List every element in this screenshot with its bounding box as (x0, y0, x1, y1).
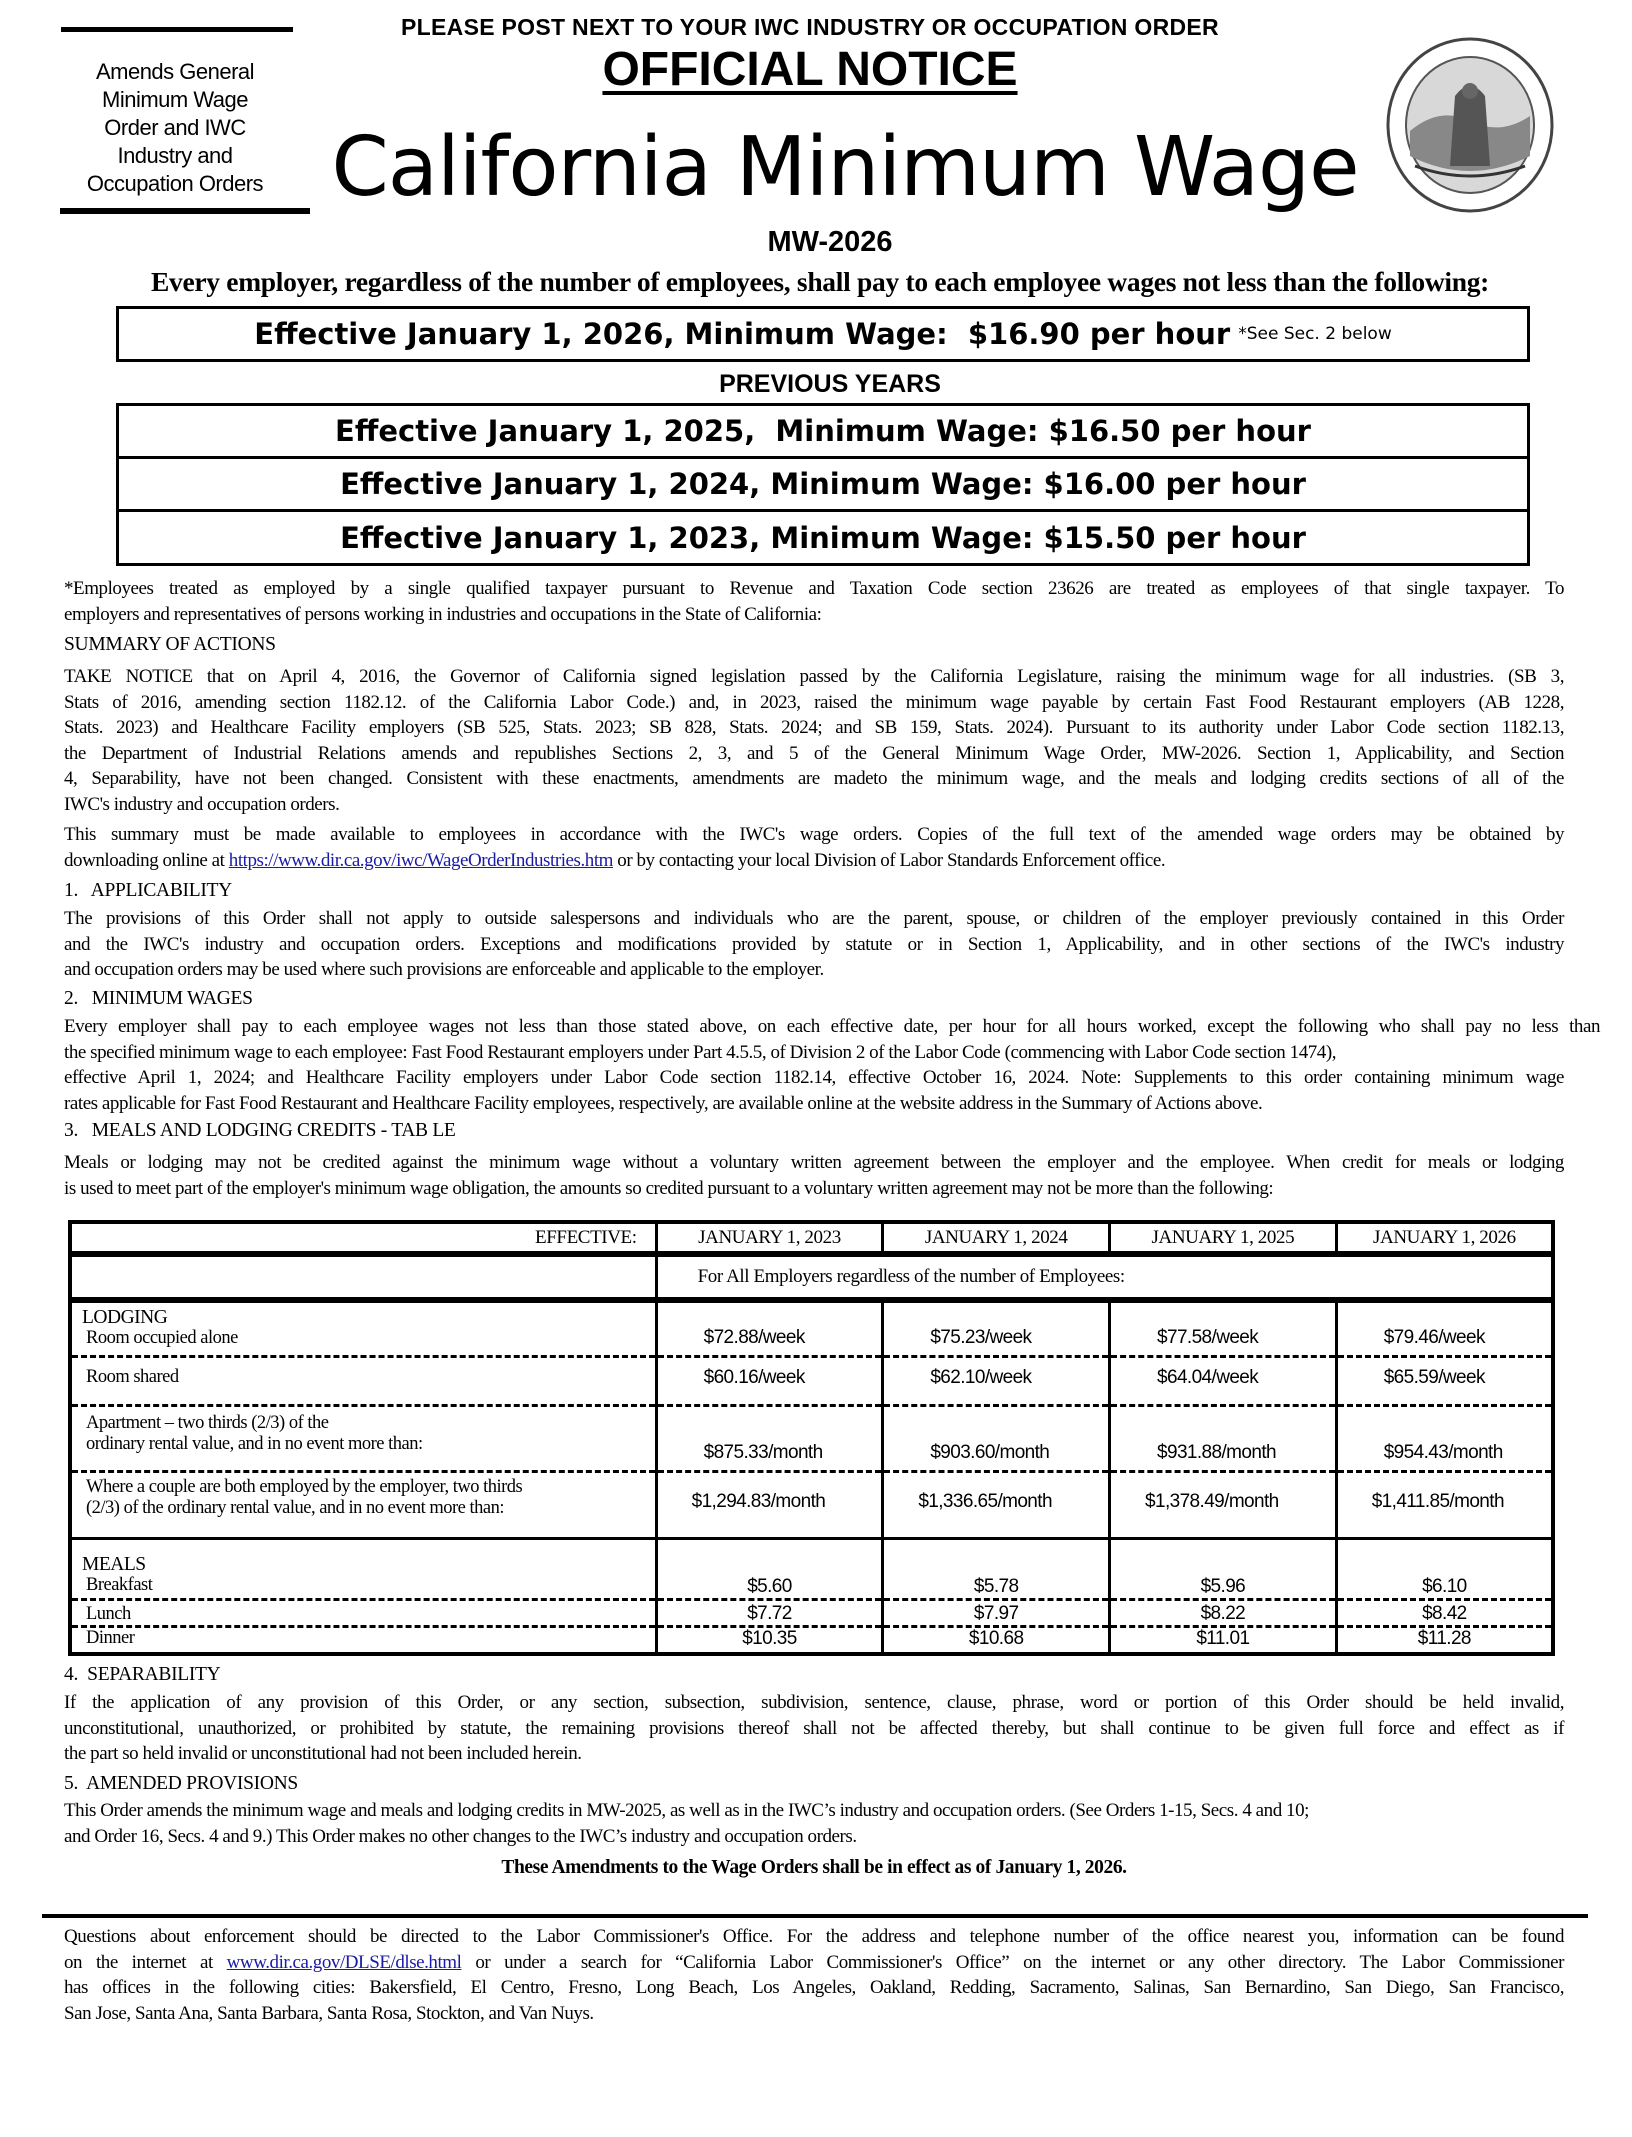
table-cell: $65.59/week (1336, 1356, 1553, 1405)
text-line: has offices in the following cities: Bakersfield, El Centro, Fresno, Long Beach, Los Angeles, Oakland, Redding, Sacramento, Salinas, San Bernardino, San Diego, San Francisco, (64, 1977, 1564, 1998)
table-cell: $10.35 (656, 1626, 883, 1654)
left-top-rule (61, 27, 293, 32)
text-line: and the IWC's industry and occupation orders. Exceptions and modifications provided by statute or in Section 1, Applicability, and in other sections of the IWC's industry (64, 933, 1564, 955)
column-header: JANUARY 1, 2025 (1110, 1222, 1337, 1254)
row-label (70, 1300, 656, 1356)
label-line: Where a couple are both employed by the employer, two thirds (86, 1476, 523, 1497)
post-notice: PLEASE POST NEXT TO YOUR IWC INDUSTRY OR OCCUPATION ORDER (401, 14, 1219, 40)
text-line: This summary must be made available to employees in accordance with the IWC's wage orders. Copies of the full text of the amended wage orders may be obtained by (64, 824, 1564, 845)
table-cell: $875.33/month (656, 1405, 883, 1471)
text-span: or under a search for “California Labor Commissioner's Office” on the internet or any other directory. The Labor Commissioner (461, 1951, 1565, 1973)
effective-statement: These Amendments to the Wage Orders shall be in effect as of January 1, 2026. (501, 1857, 1127, 1878)
column-header: JANUARY 1, 2023 (656, 1222, 883, 1254)
amends-line: Occupation Orders (86, 171, 264, 196)
previous-years-heading: PREVIOUS YEARS (719, 370, 941, 398)
section-3-text (64, 1150, 1564, 1201)
table-cell: $954.43/month (1336, 1405, 1553, 1471)
table-cell: $60.16/week (656, 1356, 883, 1405)
current-wage-text: Effective January 1, 2026, Minimum Wage: $16.90 per hour (254, 317, 1231, 351)
wage-orders-link[interactable]: https://www.dir.ca.gov/iwc/WageOrderIndustries.htm (228, 849, 613, 871)
table-subheader-row (70, 1254, 1553, 1300)
text-line: The provisions of this Order shall not apply to outside salespersons and individuals who are the parent, spouse, or children of the employer previously contained in this Order (64, 908, 1564, 929)
table-cell: $8.22 (1110, 1599, 1337, 1626)
room-alone-label: Room occupied alone (86, 1327, 238, 1348)
table-cell: $5.60 (656, 1538, 883, 1599)
effective-label: EFFECTIVE: (70, 1222, 656, 1254)
table-cell: $1,336.65/month (883, 1471, 1110, 1538)
row-label: Room shared (70, 1356, 656, 1405)
table-cell: $62.10/week (883, 1356, 1110, 1405)
row-label (70, 1538, 656, 1599)
column-header: JANUARY 1, 2026 (1336, 1222, 1553, 1254)
section-1-text (64, 906, 1564, 983)
section-2-heading: 2. MINIMUM WAGES (64, 988, 253, 1009)
row-label (70, 1471, 656, 1538)
section-3-heading: 3. MEALS AND LODGING CREDITS - TAB LE (64, 1120, 456, 1141)
text-line: effective April 1, 2024; and Healthcare Facility employers under Labor Code section 1182.14, effective October 16, 2024. Note: Supplements to this order containing minimum wage (64, 1067, 1564, 1088)
amends-line: Minimum Wage (102, 87, 248, 112)
current-wage-note: *See Sec. 2 below (1238, 324, 1392, 344)
table-cell: $1,378.49/month (1110, 1471, 1337, 1538)
order-code: MW-2026 (767, 226, 893, 258)
column-header: JANUARY 1, 2024 (883, 1222, 1110, 1254)
table-header-row (70, 1222, 1553, 1254)
text-line: This Order amends the minimum wage and meals and lodging credits in MW-2025, as well as in the IWC’s industry and occupation orders. (See Orders 1-15, Secs. 4 and 10; (64, 1800, 1309, 1821)
previous-wage-2025: Effective January 1, 2025, Minimum Wage: $16.50 per hour (335, 414, 1311, 448)
label-line: (2/3) of the ordinary rental value, and in no event more than: (86, 1497, 504, 1518)
row-label (70, 1405, 656, 1471)
left-bottom-rule (60, 208, 310, 214)
footnote (64, 576, 1564, 627)
text-span: on the internet at (64, 1951, 227, 1973)
all-employers-subheader: For All Employers regardless of the number of Employees: (656, 1254, 1553, 1300)
table-cell: $11.01 (1110, 1626, 1337, 1654)
meals-heading: MEALS (82, 1553, 146, 1575)
text-line (64, 1950, 1564, 1976)
table-row (70, 1599, 1553, 1626)
text-line: *Employees treated as employed by a single qualified taxpayer pursuant to Revenue and Taxation Code section 23626 are treated as employees of that single taxpayer. To (64, 578, 1564, 599)
table-cell: $79.46/week (1336, 1300, 1553, 1356)
table-row (70, 1471, 1553, 1538)
text-line: and Order 16, Secs. 4 and 9.) This Order makes no other changes to the IWC’s industry and occupation orders. (64, 1825, 857, 1847)
lodging-heading: LODGING (82, 1306, 168, 1328)
text-line: If the application of any provision of this Order, or any section, subsection, subdivision, sentence, clause, phrase, word or portion of this Order should be held invalid, (64, 1692, 1564, 1713)
text-line (64, 848, 1564, 874)
text-line: TAKE NOTICE that on April 4, 2016, the Governor of California signed legislation passed by the California Legislature, raising the minimum wage for all industries. (SB 3, (64, 666, 1564, 687)
table-row (70, 1300, 1553, 1356)
text-line: the part so held invalid or unconstitutional had not been included herein. (64, 1743, 582, 1764)
text-line: employers and representatives of persons working in industries and occupations in the State of California: (64, 603, 822, 625)
text-line: rates applicable for Fast Food Restaurant and Healthcare Facility employees, respectively, are available online at the website address in the Summary of Actions above. (64, 1092, 1263, 1114)
previous-wage-2024: Effective January 1, 2024, Minimum Wage: $16.00 per hour (340, 467, 1306, 501)
table-cell: $72.88/week (656, 1300, 883, 1356)
section-2-text (64, 1014, 1600, 1116)
text-line: is used to meet part of the employer's minimum wage obligation, the amounts so credited pursuant to a voluntary written agreement may not be more than the following: (64, 1177, 1274, 1199)
row-label: Dinner (70, 1626, 656, 1654)
text-line: and occupation orders may be used where such provisions are enforceable and applicable to the employer. (64, 959, 824, 980)
table-row (70, 1538, 1553, 1599)
meals-lodging-credits-table (68, 1220, 1555, 1656)
section-4-text (64, 1690, 1564, 1767)
text-line: IWC's industry and occupation orders. (64, 793, 340, 815)
summary-availability-paragraph (64, 822, 1564, 873)
footer-contact (64, 1924, 1564, 2026)
text-line: Meals or lodging may not be credited against the minimum wage without a voluntary written agreement between the employer and the employee. When credit for meals or lodging (64, 1152, 1564, 1173)
section-5-heading: 5. AMENDED PROVISIONS (64, 1773, 298, 1794)
label-line: Apartment – two thirds (2/3) of the (86, 1412, 329, 1433)
amends-line: Order and IWC (104, 115, 246, 140)
official-notice-heading (300, 42, 1320, 97)
section-1-heading: 1. APPLICABILITY (64, 880, 232, 901)
previous-wage-box (116, 403, 1530, 459)
table-cell: $8.42 (1336, 1599, 1553, 1626)
previous-wage-box (116, 456, 1530, 512)
current-wage-box (116, 306, 1530, 362)
page-title: California Minimum Wage (331, 120, 1359, 215)
previous-wage-2023: Effective January 1, 2023, Minimum Wage: $15.50 per hour (340, 520, 1306, 555)
california-seal-icon (1385, 36, 1555, 214)
text-line: 4, Separability, have not been changed. Consistent with these enactments, amendments are madeto the minimum wage, and the meals and lodging credits sections of all of the (64, 768, 1564, 789)
empty-cell (70, 1254, 656, 1300)
text-line: the Department of Industrial Relations amends and republishes Sections 2, 3, and 5 of the General Minimum Wage Order, MW-2026. Section 1, Applicability, and Section (64, 742, 1564, 764)
table-row (70, 1626, 1553, 1654)
table-cell: $64.04/week (1110, 1356, 1337, 1405)
label-line: ordinary rental value, and in no event more than: (86, 1433, 423, 1454)
table-cell: $7.72 (656, 1599, 883, 1626)
table-cell: $10.68 (883, 1626, 1110, 1654)
table-cell: $11.28 (1336, 1626, 1553, 1654)
table-cell: $931.88/month (1110, 1405, 1337, 1471)
summary-heading: SUMMARY OF ACTIONS (64, 634, 276, 655)
text-line: Questions about enforcement should be directed to the Labor Commissioner's Office. For the address and telephone number of the office nearest you, information can be found (64, 1926, 1564, 1947)
footer-rule (42, 1914, 1588, 1918)
text-span: or by contacting your local Division of Labor Standards Enforcement office. (612, 849, 1166, 871)
text-line: Stats of 2016, amending section 1182.12. of the California Labor Code.) and, in 2023, raised the minimum wage payable by certain Fast Food Restaurant employers (AB 1228, (64, 691, 1564, 713)
table-row (70, 1405, 1553, 1471)
table-row (70, 1356, 1553, 1405)
text-line: Every employer shall pay to each employee wages not less than those stated above, on each effective date, per hour for all hours worked, except the following who shall pay no less than (64, 1016, 1600, 1037)
amends-line: Industry and (117, 143, 233, 168)
text-line: unconstitutional, unauthorized, or prohibited by statute, the remaining provisions thereof shall not be affected thereby, but shall continue to be given full force and effect as if (64, 1717, 1564, 1739)
text-line: San Jose, Santa Ana, Santa Barbara, Santa Rosa, Stockton, and Van Nuys. (64, 2002, 594, 2024)
text-span: downloading online at (64, 849, 229, 871)
table-cell: $1,411.85/month (1336, 1471, 1553, 1538)
section-4-heading: 4. SEPARABILITY (64, 1664, 221, 1685)
table-cell: $5.78 (883, 1538, 1110, 1599)
text-line: Stats. 2023) and Healthcare Facility employers (SB 525, Stats. 2023; SB 828, Stats. 2024; and SB 159, Stats. 2024). Pursuant to its authority under Labor Code section 1182.13, (64, 717, 1564, 738)
amends-note (60, 58, 290, 198)
table-cell: $77.58/week (1110, 1300, 1337, 1356)
table-cell: $7.97 (883, 1599, 1110, 1626)
every-employer-statement: Every employer, regardless of the number of employees, shall pay to each employee wages not less than the following: (150, 266, 1490, 297)
table-cell: $75.23/week (883, 1300, 1110, 1356)
row-label: Lunch (70, 1599, 656, 1626)
summary-paragraph (64, 664, 1564, 817)
dlse-link[interactable]: www.dir.ca.gov/DLSE/dlse.html (226, 1951, 462, 1973)
breakfast-label: Breakfast (86, 1574, 153, 1595)
text-line: the specified minimum wage to each employee: Fast Food Restaurant employers under Part 4.5.5, of Division 2 of the Labor Code (commencing with Labor Code section 1474), (64, 1041, 1337, 1063)
previous-wage-box (116, 509, 1530, 566)
table-cell: $903.60/month (883, 1405, 1110, 1471)
table-cell: $1,294.83/month (656, 1471, 883, 1538)
table-cell: $5.96 (1110, 1538, 1337, 1599)
amends-line: Amends General (95, 59, 255, 84)
table-cell: $6.10 (1336, 1538, 1553, 1599)
section-5-text (64, 1798, 1564, 1849)
official-notice-text: OFFICIAL NOTICE (602, 43, 1018, 96)
